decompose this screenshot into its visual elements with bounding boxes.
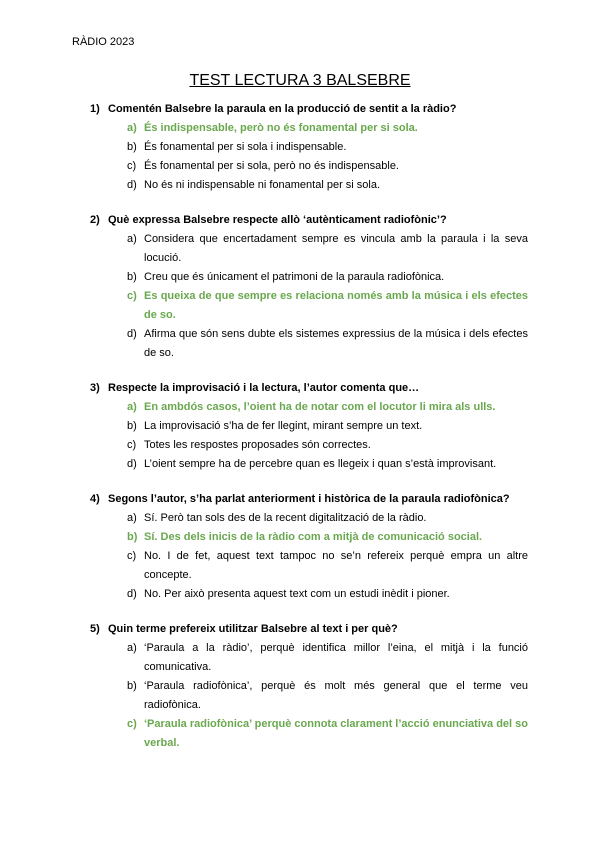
question-text: Respecte la improvisació i la lectura, l’autor comenta que… — [108, 382, 420, 394]
answer-option-correct — [0, 287, 600, 325]
question-text: Comentén Balsebre la paraula en la producció de sentit a la ràdio? — [108, 103, 457, 115]
question-block — [0, 379, 600, 474]
answer-option — [0, 176, 600, 195]
question-heading — [0, 620, 600, 639]
answer-letter: d) — [127, 588, 137, 600]
question-block — [0, 490, 600, 604]
answer-option — [0, 268, 600, 287]
question-text: Quin terme prefereix utilitzar Balsebre al text i per què? — [108, 623, 398, 635]
answer-option — [0, 436, 600, 455]
question-heading — [0, 211, 600, 230]
question-text: Què expressa Balsebre respecte allò ‘autènticament radiofònic’? — [108, 214, 447, 226]
answer-text: En ambdós casos, l’oient ha de notar com el locutor li mira als ulls. — [144, 401, 496, 413]
answer-option — [0, 230, 600, 268]
question-heading — [0, 490, 600, 509]
answer-letter: a) — [127, 512, 137, 524]
answer-letter: b) — [127, 531, 138, 543]
answer-option — [0, 639, 600, 677]
answer-letter: d) — [127, 458, 137, 470]
answer-text: És indispensable, però no és fonamental per si sola. — [144, 122, 418, 134]
answer-text: ‘Paraula radiofònica’, perquè és molt més general que el terme veu radiofònica. — [144, 680, 528, 711]
question-number: 3) — [90, 382, 100, 394]
answer-letter: b) — [127, 420, 137, 432]
answer-option-correct — [0, 119, 600, 138]
answer-text: L’oient sempre ha de percebre quan es llegeix i quan s’està improvisant. — [144, 458, 497, 470]
question-number: 4) — [90, 493, 100, 505]
header-label: RÀDIO 2023 — [72, 36, 135, 48]
answer-letter: c) — [127, 550, 137, 562]
question-block — [0, 100, 600, 195]
answer-text: Es queixa de que sempre es relaciona només amb la música i els efectes de so. — [144, 290, 528, 321]
question-block — [0, 211, 600, 363]
question-spacer — [0, 363, 600, 379]
question-number: 5) — [90, 623, 100, 635]
answer-letter: d) — [127, 328, 137, 340]
answer-option — [0, 547, 600, 585]
question-number: 2) — [90, 214, 100, 226]
answer-option-correct — [0, 398, 600, 417]
question-text: Segons l’autor, s’ha parlat anteriorment i històrica de la paraula radiofònica? — [108, 493, 510, 505]
answer-text: Afirma que són sens dubte els sistemes expressius de la música i dels efectes de so. — [144, 328, 528, 359]
answer-letter: b) — [127, 141, 137, 153]
answer-letter: c) — [127, 290, 137, 302]
answer-option-correct — [0, 528, 600, 547]
answer-option — [0, 417, 600, 436]
question-block — [0, 620, 600, 753]
question-spacer — [0, 604, 600, 620]
answer-letter: c) — [127, 718, 137, 730]
answer-option — [0, 157, 600, 176]
question-heading — [0, 379, 600, 398]
answer-text: No és ni indispensable ni fonamental per si sola. — [144, 179, 381, 191]
answer-text: ‘Paraula a la ràdio’, perquè identifica millor l’eina, el mitjà i la funció comunicativa. — [144, 642, 528, 673]
answer-text: És fonamental per si sola, però no és indispensable. — [144, 160, 399, 172]
answer-option — [0, 677, 600, 715]
answer-option — [0, 325, 600, 363]
answer-letter: b) — [127, 680, 137, 692]
answer-letter: a) — [127, 233, 137, 245]
answer-text: Creu que és únicament el patrimoni de la paraula radiofònica. — [144, 271, 445, 283]
answer-text: Totes les respostes proposades són correctes. — [144, 439, 371, 451]
question-spacer — [0, 474, 600, 490]
answer-text: La improvisació s’ha de fer llegint, mirant sempre un text. — [144, 420, 423, 432]
answer-letter: d) — [127, 179, 137, 191]
question-heading — [0, 100, 600, 119]
answer-option — [0, 455, 600, 474]
answer-option-correct — [0, 715, 600, 753]
question-list — [0, 100, 600, 753]
answer-text: Sí. Des dels inicis de la ràdio com a mitjà de comunicació social. — [144, 531, 483, 543]
page-title: TEST LECTURA 3 BALSEBRE — [189, 72, 411, 89]
answer-text: Considera que encertadament sempre es vincula amb la paraula i la seva locució. — [144, 233, 528, 264]
answer-text: ‘Paraula radiofònica’ perquè connota clarament l’acció enunciativa del so verbal. — [144, 718, 528, 749]
answer-letter: a) — [127, 122, 137, 134]
answer-letter: b) — [127, 271, 137, 283]
answer-letter: c) — [127, 439, 137, 451]
answer-letter: c) — [127, 160, 137, 172]
answer-option — [0, 138, 600, 157]
answer-letter: a) — [127, 642, 137, 654]
question-spacer — [0, 195, 600, 211]
question-number: 1) — [90, 103, 100, 115]
answer-text: És fonamental per si sola i indispensable. — [144, 141, 347, 153]
answer-text: No. Per això presenta aquest text com un estudi inèdit i pioner. — [144, 588, 450, 600]
answer-letter: a) — [127, 401, 137, 413]
answer-text: Sí. Però tan sols des de la recent digitalització de la ràdio. — [144, 512, 427, 524]
answer-text: No. I de fet, aquest text tampoc no se’n refereix perquè empra un altre concepte. — [144, 550, 528, 581]
answer-option — [0, 585, 600, 604]
answer-option — [0, 509, 600, 528]
